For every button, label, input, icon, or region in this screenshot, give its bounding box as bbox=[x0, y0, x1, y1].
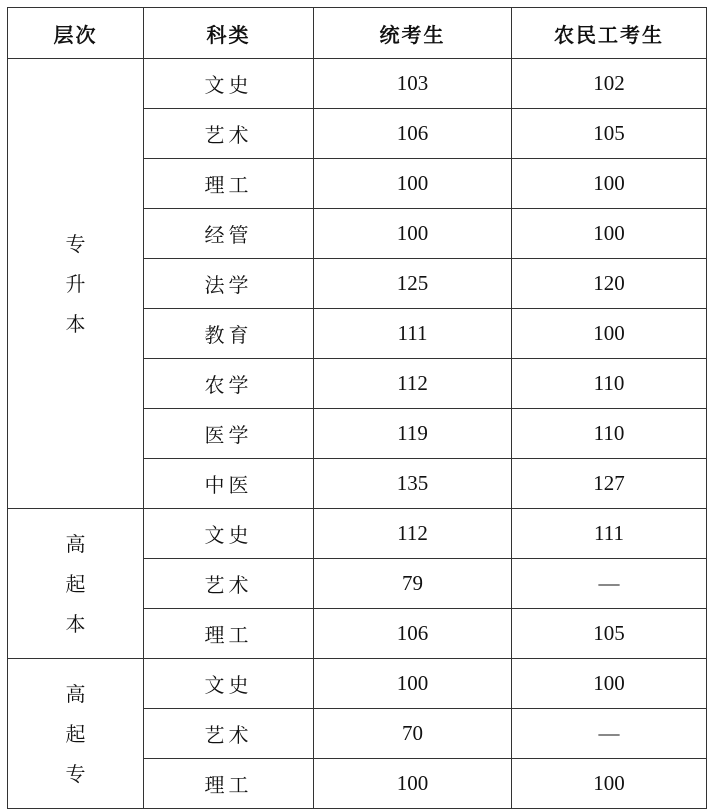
subject-cell: 医学 bbox=[144, 409, 314, 459]
table-body bbox=[8, 59, 707, 809]
table-row bbox=[8, 659, 707, 709]
subject-cell: 理工 bbox=[144, 159, 314, 209]
level-cell bbox=[8, 509, 144, 659]
subject-cell: 文史 bbox=[144, 659, 314, 709]
table-row bbox=[8, 59, 707, 109]
migrant-score-cell: 110 bbox=[512, 409, 707, 459]
subject-cell: 艺术 bbox=[144, 709, 314, 759]
header-migrant: 农民工考生 bbox=[512, 8, 707, 59]
regular-score-cell: 100 bbox=[314, 759, 512, 809]
subject-cell: 艺术 bbox=[144, 559, 314, 609]
migrant-score-cell: 127 bbox=[512, 459, 707, 509]
migrant-score-cell: 100 bbox=[512, 209, 707, 259]
level-char: 本 bbox=[65, 611, 86, 636]
regular-score-cell: 106 bbox=[314, 609, 512, 659]
subject-cell: 文史 bbox=[144, 509, 314, 559]
subject-cell: 教育 bbox=[144, 309, 314, 359]
subject-cell: 法学 bbox=[144, 259, 314, 309]
table-row bbox=[8, 509, 707, 559]
regular-score-cell: 112 bbox=[314, 509, 512, 559]
header-level: 层次 bbox=[8, 8, 144, 59]
header-subject: 科类 bbox=[144, 8, 314, 59]
subject-cell: 理工 bbox=[144, 759, 314, 809]
regular-score-cell: 119 bbox=[314, 409, 512, 459]
level-char: 升 bbox=[65, 271, 86, 296]
migrant-score-cell: — bbox=[512, 559, 707, 609]
migrant-score-cell: 100 bbox=[512, 309, 707, 359]
level-char: 起 bbox=[65, 721, 86, 746]
level-char: 专 bbox=[65, 231, 86, 256]
migrant-score-cell: 100 bbox=[512, 759, 707, 809]
subject-cell: 经管 bbox=[144, 209, 314, 259]
regular-score-cell: 79 bbox=[314, 559, 512, 609]
subject-cell: 中医 bbox=[144, 459, 314, 509]
regular-score-cell: 103 bbox=[314, 59, 512, 109]
header-row bbox=[8, 8, 707, 59]
migrant-score-cell: — bbox=[512, 709, 707, 759]
migrant-score-cell: 105 bbox=[512, 109, 707, 159]
score-table-container bbox=[7, 7, 707, 809]
header-regular: 统考生 bbox=[314, 8, 512, 59]
regular-score-cell: 100 bbox=[314, 209, 512, 259]
level-char: 本 bbox=[65, 311, 86, 336]
regular-score-cell: 70 bbox=[314, 709, 512, 759]
level-cell bbox=[8, 59, 144, 509]
level-char: 高 bbox=[65, 681, 86, 706]
table-header bbox=[8, 8, 707, 59]
regular-score-cell: 125 bbox=[314, 259, 512, 309]
regular-score-cell: 100 bbox=[314, 659, 512, 709]
regular-score-cell: 100 bbox=[314, 159, 512, 209]
migrant-score-cell: 111 bbox=[512, 509, 707, 559]
regular-score-cell: 106 bbox=[314, 109, 512, 159]
migrant-score-cell: 100 bbox=[512, 659, 707, 709]
regular-score-cell: 135 bbox=[314, 459, 512, 509]
subject-cell: 理工 bbox=[144, 609, 314, 659]
level-char: 起 bbox=[65, 571, 86, 596]
subject-cell: 文史 bbox=[144, 59, 314, 109]
regular-score-cell: 111 bbox=[314, 309, 512, 359]
regular-score-cell: 112 bbox=[314, 359, 512, 409]
subject-cell: 农学 bbox=[144, 359, 314, 409]
migrant-score-cell: 100 bbox=[512, 159, 707, 209]
migrant-score-cell: 110 bbox=[512, 359, 707, 409]
level-char: 专 bbox=[65, 761, 86, 786]
subject-cell: 艺术 bbox=[144, 109, 314, 159]
level-char: 高 bbox=[65, 531, 86, 556]
migrant-score-cell: 102 bbox=[512, 59, 707, 109]
migrant-score-cell: 105 bbox=[512, 609, 707, 659]
migrant-score-cell: 120 bbox=[512, 259, 707, 309]
level-cell bbox=[8, 659, 144, 809]
score-table bbox=[7, 7, 707, 809]
